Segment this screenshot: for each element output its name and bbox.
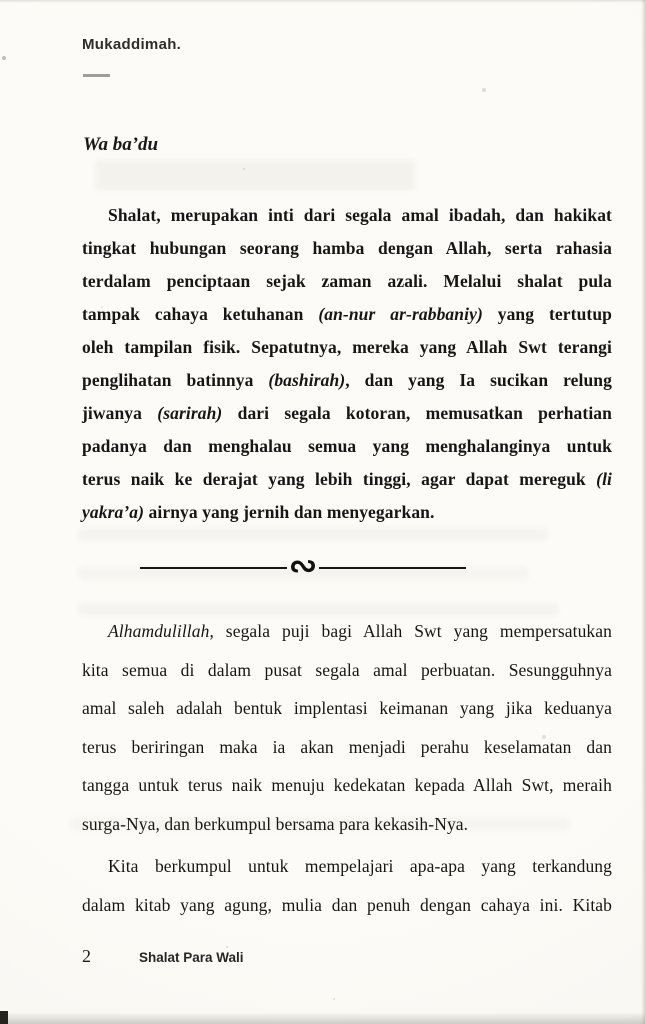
text-line [82, 847, 612, 886]
text-segment: surga-Nya, dan berkumpul bersama para kekasih-Nya. [82, 813, 469, 834]
text-segment: kita semua di dalam pusat segala amal perbuatan. Sesungguhnya [82, 659, 612, 680]
section-divider [140, 546, 466, 586]
body-paragraph-2 [82, 612, 612, 843]
text-segment: tangga untuk terus naik menuju kedekatan kepada Allah Swt, meraih [82, 775, 612, 795]
text-segment: dari segala kotoran, memusatkan perhatian [222, 403, 612, 423]
text-line [82, 265, 612, 298]
text-line [82, 689, 612, 728]
text-line [82, 805, 612, 844]
page-bottom-edge-shadow [0, 1012, 645, 1024]
page-number: 2 [82, 946, 91, 966]
text-segment: airnya yang jernih dan menyegarkan. [144, 502, 435, 522]
text-line [82, 397, 612, 430]
divider-line-right [319, 567, 466, 570]
swash-ornament-icon: ∾ [288, 546, 318, 586]
text-segment: amal saleh adalah bentuk implentasi keimanan yang jika keduanya [82, 698, 612, 718]
text-segment: penglihatan batinnya [82, 370, 269, 390]
italic-phrase: (sarirah) [157, 403, 223, 423]
italic-phrase: Alhamdulillah [108, 621, 210, 641]
text-segment: terus naik ke derajat yang lebih tinggi, agar dapat mereguk [82, 469, 597, 489]
text-segment: tingkat hubungan seorang hamba dengan Allah, serta rahasia [82, 238, 612, 258]
text-line [82, 364, 612, 397]
scan-corner-mark [0, 1011, 8, 1024]
divider-line-left [140, 567, 287, 570]
text-segment: padanya dan menghalau semua yang menghalanginya untuk [82, 436, 612, 456]
text-line [82, 728, 612, 767]
text-segment: Kita berkumpul untuk mempelajari apa-apa yang terkandung [108, 856, 612, 876]
text-segment: jiwanya [82, 403, 158, 423]
italic-phrase: (an-nur ar-rabbaniy) [318, 304, 483, 324]
italic-phrase: (bashirah) [268, 370, 346, 390]
text-segment: terdalam penciptaan sejak zaman azali. Melalui shalat pula [82, 271, 612, 291]
italic-phrase: yakra’a) [82, 502, 145, 522]
text-segment: , segala puji bagi Allah Swt yang mempersatukan [209, 621, 612, 641]
text-segment: Shalat, merupakan inti dari segala amal ibadah, dan hakikat [108, 205, 612, 225]
text-segment: tampak cahaya ketuhanan [82, 304, 319, 324]
text-line [82, 331, 612, 364]
text-segment: oleh tampilan fisik. Sepatutnya, mereka yang Allah Swt terangi [82, 337, 612, 357]
text-line [82, 463, 612, 496]
text-line [82, 430, 612, 463]
text-line [82, 651, 612, 690]
text-line [82, 232, 612, 265]
scan-speckles [0, 0, 2, 2]
text-segment: dalam kitab yang agung, mulia dan penuh dengan cahaya ini. Kitab [82, 894, 612, 915]
bleed-through-ghost [95, 160, 415, 190]
text-line [82, 496, 612, 529]
text-line [82, 612, 612, 651]
text-line [82, 886, 612, 925]
salutation-text: Wa ba’du [83, 134, 159, 155]
running-head-title: Mukaddimah. [82, 36, 182, 53]
text-segment: terus beriringan maka ia akan menjadi perahu keselamatan dan [82, 736, 612, 757]
text-line [82, 199, 612, 232]
running-head-rule [83, 74, 110, 77]
page-right-edge-shadow [641, 0, 645, 1024]
bleed-through-ghost [78, 528, 548, 541]
footer-book-title: Shalat Para Wali [139, 950, 244, 965]
page-top-edge-shadow [0, 0, 645, 3]
text-line [82, 298, 612, 331]
text-line [82, 766, 612, 805]
italic-phrase: (li [596, 469, 612, 489]
text-segment: yang tertutup [482, 304, 612, 324]
body-paragraph-1 [82, 199, 612, 529]
text-segment: , dan yang Ia sucikan relung [345, 370, 612, 390]
body-paragraph-3 [82, 847, 612, 924]
